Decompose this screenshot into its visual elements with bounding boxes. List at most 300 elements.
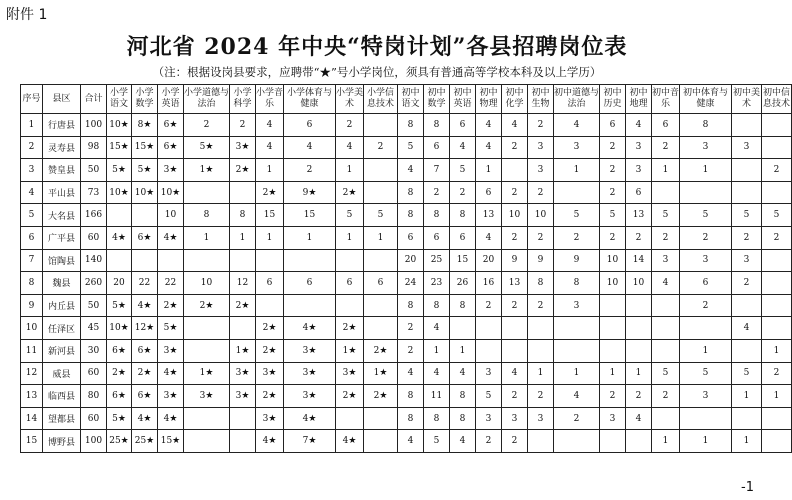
quota-cell <box>626 339 652 362</box>
quota-cell: 1★ <box>230 339 256 362</box>
quota-cell <box>762 430 792 453</box>
county-cell: 大名县 <box>43 204 81 227</box>
quota-cell: 6★ <box>132 226 158 249</box>
quota-cell: 5★ <box>107 294 132 317</box>
total-cell: 30 <box>81 339 107 362</box>
quota-cell: 3★ <box>256 362 284 385</box>
quota-cell: 24 <box>398 272 424 295</box>
quota-cell: 2 <box>184 114 230 137</box>
quota-cell: 3 <box>528 136 554 159</box>
quota-cell <box>652 339 680 362</box>
quota-cell: 4 <box>284 136 336 159</box>
quota-cell: 1 <box>554 362 600 385</box>
quota-cell: 1 <box>450 339 476 362</box>
row-number-cell: 10 <box>21 317 43 340</box>
quota-cell <box>732 181 762 204</box>
quota-cell <box>554 317 600 340</box>
quota-cell: 3★ <box>230 136 256 159</box>
quota-cell: 5 <box>680 204 732 227</box>
quota-cell: 1 <box>528 362 554 385</box>
quota-cell: 4★ <box>158 226 184 249</box>
quota-cell: 8 <box>450 385 476 408</box>
quota-cell: 8 <box>398 114 424 137</box>
total-cell: 60 <box>81 226 107 249</box>
quota-cell: 20 <box>107 272 132 295</box>
total-cell: 73 <box>81 181 107 204</box>
quota-cell: 1★ <box>184 159 230 182</box>
quota-cell: 3★ <box>284 339 336 362</box>
column-header: 初中生物 <box>528 85 554 114</box>
quota-cell: 5 <box>680 362 732 385</box>
quota-cell: 2 <box>680 294 732 317</box>
quota-cell: 4★ <box>158 407 184 430</box>
quota-cell <box>364 181 398 204</box>
total-cell: 60 <box>81 362 107 385</box>
quota-cell: 9 <box>554 249 600 272</box>
quota-cell: 5 <box>424 430 450 453</box>
quota-cell: 3 <box>626 159 652 182</box>
row-number-cell: 11 <box>21 339 43 362</box>
quota-cell: 2 <box>600 385 626 408</box>
quota-cell <box>680 317 732 340</box>
table-row <box>21 159 792 182</box>
quota-cell: 2 <box>732 226 762 249</box>
row-number-cell: 7 <box>21 249 43 272</box>
quota-cell: 3 <box>626 136 652 159</box>
quota-cell: 8 <box>554 272 600 295</box>
quota-cell <box>132 249 158 272</box>
row-number-cell: 1 <box>21 114 43 137</box>
quota-cell <box>476 339 502 362</box>
quota-cell: 11 <box>424 385 450 408</box>
quota-cell: 25★ <box>132 430 158 453</box>
page-title: 河北省 2024 年中央“特岗计划”各县招聘岗位表 <box>126 34 628 60</box>
quota-cell: 6★ <box>158 114 184 137</box>
quota-cell <box>554 430 600 453</box>
quota-cell: 2 <box>528 114 554 137</box>
quota-cell: 25 <box>424 249 450 272</box>
quota-cell <box>652 317 680 340</box>
quota-cell: 10 <box>600 272 626 295</box>
quota-cell <box>256 249 284 272</box>
row-number-cell: 6 <box>21 226 43 249</box>
column-header: 初中化学 <box>502 85 528 114</box>
quota-cell <box>600 294 626 317</box>
quota-cell: 8 <box>450 204 476 227</box>
attachment-label: 附件 1 <box>6 7 48 23</box>
quota-cell: 3 <box>652 249 680 272</box>
quota-cell: 1 <box>184 226 230 249</box>
table-row <box>21 114 792 137</box>
quota-cell: 6 <box>336 272 364 295</box>
quota-cell: 2 <box>600 136 626 159</box>
quota-cell: 2★ <box>230 294 256 317</box>
quota-cell: 2 <box>528 226 554 249</box>
quota-cell: 5 <box>652 362 680 385</box>
quota-cell: 2★ <box>256 317 284 340</box>
quota-cell: 26 <box>450 272 476 295</box>
quota-cell: 4 <box>626 114 652 137</box>
column-header: 小学音乐 <box>256 85 284 114</box>
quota-cell: 6 <box>652 114 680 137</box>
total-cell: 166 <box>81 204 107 227</box>
quota-cell: 3★ <box>336 362 364 385</box>
quota-cell: 13 <box>502 272 528 295</box>
quota-cell: 3 <box>528 407 554 430</box>
quota-cell: 3 <box>680 385 732 408</box>
column-header: 初中道德与法治 <box>554 85 600 114</box>
quota-cell <box>284 294 336 317</box>
quota-cell: 20 <box>398 249 424 272</box>
quota-cell: 6★ <box>158 136 184 159</box>
quota-cell: 1 <box>680 339 732 362</box>
quota-cell: 8 <box>450 407 476 430</box>
quota-cell: 3★ <box>284 362 336 385</box>
quota-cell: 1★ <box>336 339 364 362</box>
quota-cell: 1 <box>336 159 364 182</box>
row-number-cell: 8 <box>21 272 43 295</box>
quota-cell: 16 <box>476 272 502 295</box>
table-row <box>21 407 792 430</box>
column-header: 初中地理 <box>626 85 652 114</box>
quota-cell: 3 <box>732 249 762 272</box>
quota-cell <box>680 407 732 430</box>
quota-cell: 2 <box>600 159 626 182</box>
table-row <box>21 204 792 227</box>
quota-cell: 3★ <box>184 385 230 408</box>
quota-cell: 3 <box>476 362 502 385</box>
quota-cell: 1 <box>762 339 792 362</box>
column-header: 初中历史 <box>600 85 626 114</box>
quota-cell: 5 <box>762 204 792 227</box>
quota-cell: 2 <box>528 385 554 408</box>
quota-cell: 6 <box>256 272 284 295</box>
quota-cell: 3★ <box>158 339 184 362</box>
quota-cell: 3 <box>680 136 732 159</box>
county-cell: 望都县 <box>43 407 81 430</box>
quota-cell: 6 <box>680 272 732 295</box>
county-cell: 任泽区 <box>43 317 81 340</box>
quota-cell: 6 <box>398 226 424 249</box>
quota-cell: 2 <box>502 136 528 159</box>
quota-cell: 4 <box>424 362 450 385</box>
quota-cell: 6 <box>424 226 450 249</box>
quota-cell: 5★ <box>107 407 132 430</box>
quota-cell <box>732 407 762 430</box>
quota-cell: 3 <box>476 407 502 430</box>
quota-cell: 1 <box>256 226 284 249</box>
quota-cell: 1 <box>652 430 680 453</box>
quota-cell: 1 <box>554 159 600 182</box>
quota-cell: 8 <box>528 272 554 295</box>
quota-cell: 8 <box>398 385 424 408</box>
quota-cell: 8★ <box>132 114 158 137</box>
quota-cell <box>336 407 364 430</box>
quota-cell <box>230 249 256 272</box>
quota-cell: 6★ <box>132 385 158 408</box>
quota-cell: 15★ <box>107 136 132 159</box>
quota-cell <box>364 249 398 272</box>
quota-cell: 2★ <box>364 385 398 408</box>
quota-cell: 1 <box>680 159 732 182</box>
quota-cell: 8 <box>398 204 424 227</box>
quota-cell <box>284 249 336 272</box>
quota-cell: 1 <box>256 159 284 182</box>
quota-cell <box>762 249 792 272</box>
quota-cell: 9★ <box>284 181 336 204</box>
total-cell: 100 <box>81 114 107 137</box>
quota-cell <box>732 114 762 137</box>
quota-cell <box>600 339 626 362</box>
quota-cell: 2 <box>230 114 256 137</box>
quota-cell: 4★ <box>284 317 336 340</box>
quota-cell: 3★ <box>158 159 184 182</box>
total-cell: 60 <box>81 407 107 430</box>
quota-cell: 3 <box>680 249 732 272</box>
quota-cell <box>364 114 398 137</box>
quota-cell: 4 <box>476 226 502 249</box>
quota-cell: 4★ <box>256 430 284 453</box>
quota-cell: 2 <box>652 136 680 159</box>
quota-cell: 1 <box>230 226 256 249</box>
table-row <box>21 362 792 385</box>
quota-cell <box>158 249 184 272</box>
quota-cell: 8 <box>424 114 450 137</box>
quota-cell: 13 <box>626 204 652 227</box>
quota-cell <box>600 317 626 340</box>
quota-cell: 6 <box>364 272 398 295</box>
quota-cell <box>107 204 132 227</box>
quota-cell: 5 <box>450 159 476 182</box>
quota-cell: 5★ <box>132 159 158 182</box>
quota-cell <box>336 249 364 272</box>
county-cell: 内丘县 <box>43 294 81 317</box>
quota-cell: 10 <box>502 204 528 227</box>
quota-cell: 5 <box>554 204 600 227</box>
quota-cell: 2 <box>762 226 792 249</box>
quota-cell: 4 <box>398 159 424 182</box>
header-row <box>21 85 792 114</box>
quota-cell: 3 <box>554 136 600 159</box>
quota-cell <box>762 272 792 295</box>
quota-cell: 23 <box>424 272 450 295</box>
column-header: 小学科学 <box>230 85 256 114</box>
quota-cell: 2★ <box>364 339 398 362</box>
quota-cell: 2 <box>528 181 554 204</box>
quota-cell <box>476 317 502 340</box>
quota-cell: 6★ <box>107 385 132 408</box>
quota-cell: 1★ <box>364 362 398 385</box>
quota-cell: 10★ <box>158 181 184 204</box>
quota-cell: 2 <box>652 226 680 249</box>
quota-cell: 2 <box>502 294 528 317</box>
quota-cell: 3★ <box>284 385 336 408</box>
quota-cell: 10 <box>158 204 184 227</box>
quota-cell: 8 <box>450 294 476 317</box>
column-header: 县区 <box>43 85 81 114</box>
county-cell: 平山县 <box>43 181 81 204</box>
quota-cell <box>502 159 528 182</box>
quota-cell: 4 <box>502 362 528 385</box>
table-row <box>21 294 792 317</box>
quota-cell: 15★ <box>158 430 184 453</box>
column-header: 小学英语 <box>158 85 184 114</box>
page-number: -1 <box>741 480 754 495</box>
quota-cell: 2 <box>502 226 528 249</box>
total-cell: 260 <box>81 272 107 295</box>
quota-cell: 6★ <box>132 339 158 362</box>
quota-cell: 4★ <box>284 407 336 430</box>
column-header: 序号 <box>21 85 43 114</box>
row-number-cell: 13 <box>21 385 43 408</box>
row-number-cell: 3 <box>21 159 43 182</box>
quota-cell: 8 <box>398 407 424 430</box>
quota-cell: 6 <box>284 272 336 295</box>
total-cell: 80 <box>81 385 107 408</box>
quota-cell: 2 <box>364 136 398 159</box>
quota-cell: 25★ <box>107 430 132 453</box>
quota-cell: 2 <box>398 339 424 362</box>
quota-cell: 9 <box>502 249 528 272</box>
quota-cell: 2 <box>652 385 680 408</box>
table-row <box>21 430 792 453</box>
quota-cell: 8 <box>424 294 450 317</box>
total-cell: 140 <box>81 249 107 272</box>
quota-cell: 3★ <box>158 385 184 408</box>
column-header: 初中美术 <box>732 85 762 114</box>
quota-cell <box>184 249 230 272</box>
quota-cell: 10★ <box>107 181 132 204</box>
quota-cell: 4 <box>476 114 502 137</box>
quota-cell: 4 <box>502 114 528 137</box>
quota-cell <box>554 181 600 204</box>
quota-cell: 2 <box>502 430 528 453</box>
quota-cell: 1 <box>364 226 398 249</box>
quota-cell: 10★ <box>107 114 132 137</box>
quota-cell: 2 <box>626 226 652 249</box>
quota-cell: 6 <box>284 114 336 137</box>
quota-cell <box>336 294 364 317</box>
column-header: 初中音乐 <box>652 85 680 114</box>
quota-cell: 3 <box>502 407 528 430</box>
table-note: （注：根据设岗县要求，应聘带“★”号小学岗位，须具有普通高等学校本科及以上学历） <box>152 65 602 79</box>
quota-cell: 15★ <box>132 136 158 159</box>
quota-cell <box>364 407 398 430</box>
quota-cell <box>732 294 762 317</box>
quota-cell <box>732 159 762 182</box>
quota-cell: 2 <box>554 226 600 249</box>
quota-cell: 2★ <box>184 294 230 317</box>
quota-cell <box>107 249 132 272</box>
quota-cell: 4★ <box>336 430 364 453</box>
table-row <box>21 181 792 204</box>
quota-cell <box>132 204 158 227</box>
quota-cell: 4★ <box>132 407 158 430</box>
table-row <box>21 317 792 340</box>
quota-cell: 20 <box>476 249 502 272</box>
quota-cell: 2★ <box>336 181 364 204</box>
quota-cell <box>652 294 680 317</box>
county-cell: 新河县 <box>43 339 81 362</box>
column-header: 合计 <box>81 85 107 114</box>
quota-cell: 8 <box>680 114 732 137</box>
quota-cell: 8 <box>230 204 256 227</box>
row-number-cell: 4 <box>21 181 43 204</box>
quota-cell: 1 <box>336 226 364 249</box>
quota-cell: 4★ <box>132 294 158 317</box>
quota-cell: 5★ <box>158 317 184 340</box>
quota-cell: 2 <box>762 362 792 385</box>
quota-cell <box>600 430 626 453</box>
quota-cell: 1 <box>732 430 762 453</box>
quota-cell <box>450 317 476 340</box>
county-cell: 行唐县 <box>43 114 81 137</box>
quota-cell <box>528 317 554 340</box>
quota-cell: 6 <box>450 226 476 249</box>
total-cell: 50 <box>81 159 107 182</box>
quota-cell <box>230 181 256 204</box>
quota-cell <box>762 317 792 340</box>
quota-cell <box>680 181 732 204</box>
quota-cell: 4 <box>256 136 284 159</box>
row-number-cell: 12 <box>21 362 43 385</box>
quota-cell: 15 <box>256 204 284 227</box>
quota-cell: 3 <box>732 136 762 159</box>
quota-cell: 4 <box>732 317 762 340</box>
quota-cell: 22 <box>158 272 184 295</box>
quota-cell: 3 <box>554 294 600 317</box>
quota-cell: 7 <box>424 159 450 182</box>
quota-cell: 2★ <box>107 362 132 385</box>
county-cell: 灵寿县 <box>43 136 81 159</box>
quota-cell: 2 <box>476 430 502 453</box>
county-cell: 馆陶县 <box>43 249 81 272</box>
quota-cell: 2 <box>502 181 528 204</box>
quota-cell: 3★ <box>230 362 256 385</box>
quota-cell <box>502 317 528 340</box>
county-cell: 临西县 <box>43 385 81 408</box>
quota-cell: 1 <box>284 226 336 249</box>
quota-cell: 1 <box>476 159 502 182</box>
quota-cell: 2 <box>450 181 476 204</box>
quota-cell <box>554 339 600 362</box>
quota-cell: 3★ <box>230 385 256 408</box>
quota-cell: 2 <box>600 181 626 204</box>
quota-cell: 2★ <box>256 385 284 408</box>
total-cell: 45 <box>81 317 107 340</box>
quota-cell: 1 <box>732 385 762 408</box>
quota-cell: 15 <box>284 204 336 227</box>
quota-cell: 8 <box>184 204 230 227</box>
quota-cell: 5 <box>364 204 398 227</box>
quota-cell: 4 <box>450 136 476 159</box>
quota-cell: 4 <box>626 407 652 430</box>
quota-cell <box>762 181 792 204</box>
column-header: 初中英语 <box>450 85 476 114</box>
quota-cell <box>626 294 652 317</box>
table-row <box>21 226 792 249</box>
quota-cell: 5 <box>476 385 502 408</box>
county-cell: 广平县 <box>43 226 81 249</box>
quota-cell <box>528 339 554 362</box>
quota-cell: 8 <box>398 294 424 317</box>
quota-cell: 10★ <box>132 181 158 204</box>
column-header: 小学体育与健康 <box>284 85 336 114</box>
quota-cell <box>528 430 554 453</box>
quota-cell <box>256 294 284 317</box>
quota-cell: 4 <box>256 114 284 137</box>
column-header: 小学信息技术 <box>364 85 398 114</box>
